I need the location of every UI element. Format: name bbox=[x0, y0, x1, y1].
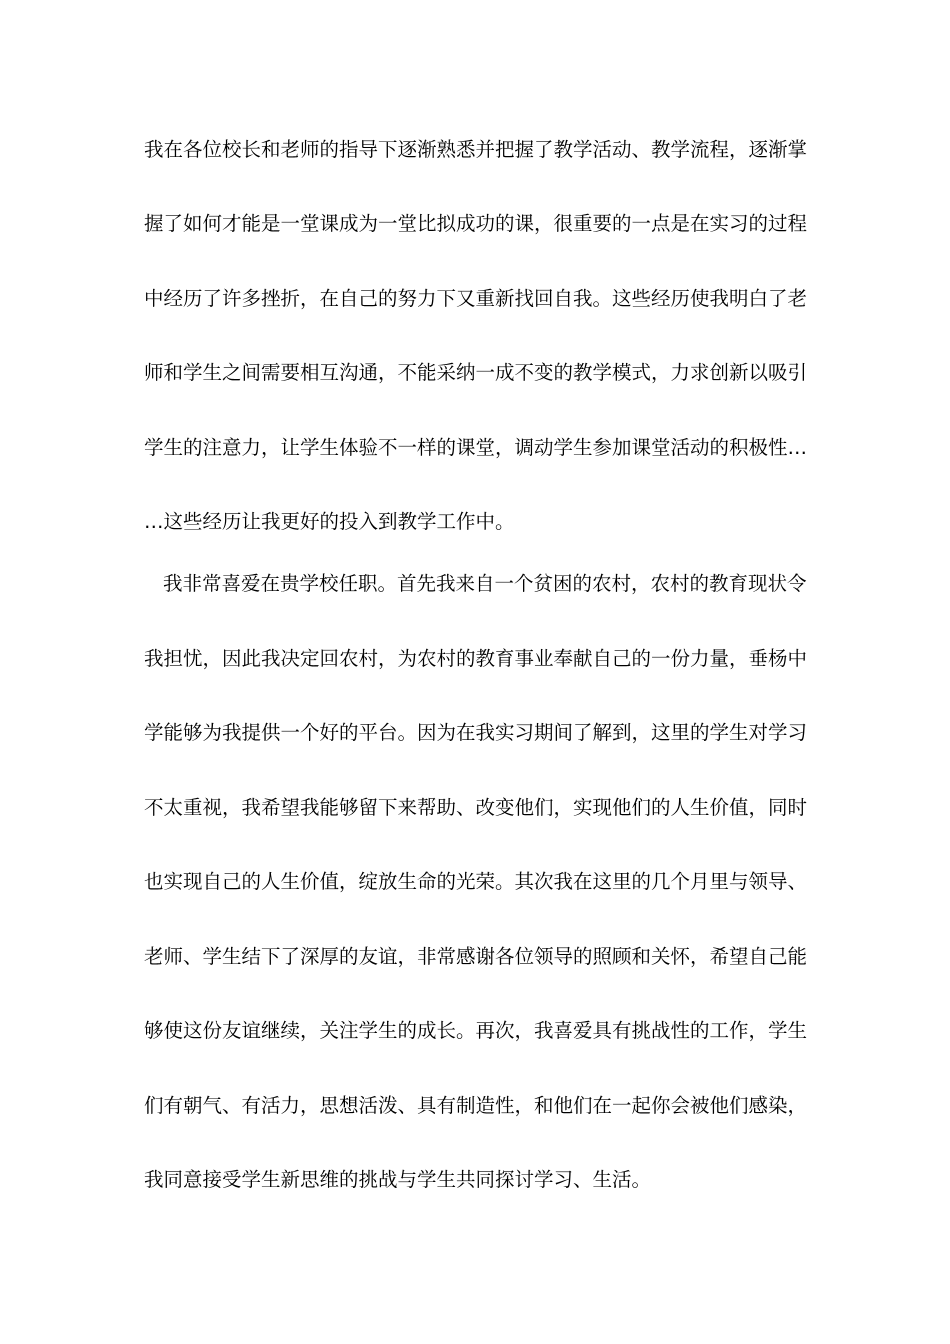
text-line: 够使这份友谊继续，关注学生的成长。再次，我喜爱具有挑战性的工作，学生 bbox=[144, 1019, 808, 1042]
paragraph-first-line: 我非常喜爱在贵学校任职。首先我来自一个贫困的农村，农村的教育现状令 bbox=[163, 572, 807, 595]
text-line: 我同意接受学生新思维的挑战与学生共同探讨学习、生活。 bbox=[144, 1168, 652, 1191]
text-line: 们有朝气、有活力，思想活泼、具有制造性，和他们在一起你会被他们感染， bbox=[144, 1094, 808, 1117]
text-line: 握了如何才能是一堂课成为一堂比拟成功的课，很重要的一点是在实习的过程 bbox=[144, 212, 808, 235]
text-line: 学能够为我提供一个好的平台。因为在我实习期间了解到，这里的学生对学习 bbox=[144, 721, 808, 744]
text-line: …这些经历让我更好的投入到教学工作中。 bbox=[144, 510, 515, 533]
text-line: 不太重视，我希望我能够留下来帮助、改变他们，实现他们的人生价值，同时 bbox=[144, 796, 808, 819]
text-line: 师和学生之间需要相互沟通，不能采纳一成不变的教学模式，力求创新以吸引 bbox=[144, 361, 808, 384]
text-line: 老师、学生结下了深厚的友谊，非常感谢各位领导的照顾和关怀，希望自己能 bbox=[144, 945, 808, 968]
text-line: 我担忧，因此我决定回农村，为农村的教育事业奉献自己的一份力量，垂杨中 bbox=[144, 647, 808, 670]
text-line: 学生的注意力，让学生体验不一样的课堂，调动学生参加课堂活动的积极性… bbox=[144, 436, 808, 459]
text-line: 我在各位校长和老师的指导下逐渐熟悉并把握了教学活动、教学流程，逐渐掌 bbox=[144, 138, 808, 161]
text-line: 也实现自己的人生价值，绽放生命的光荣。其次我在这里的几个月里与领导、 bbox=[144, 870, 808, 893]
text-line: 中经历了许多挫折，在自己的努力下又重新找回自我。这些经历使我明白了老 bbox=[144, 287, 808, 310]
